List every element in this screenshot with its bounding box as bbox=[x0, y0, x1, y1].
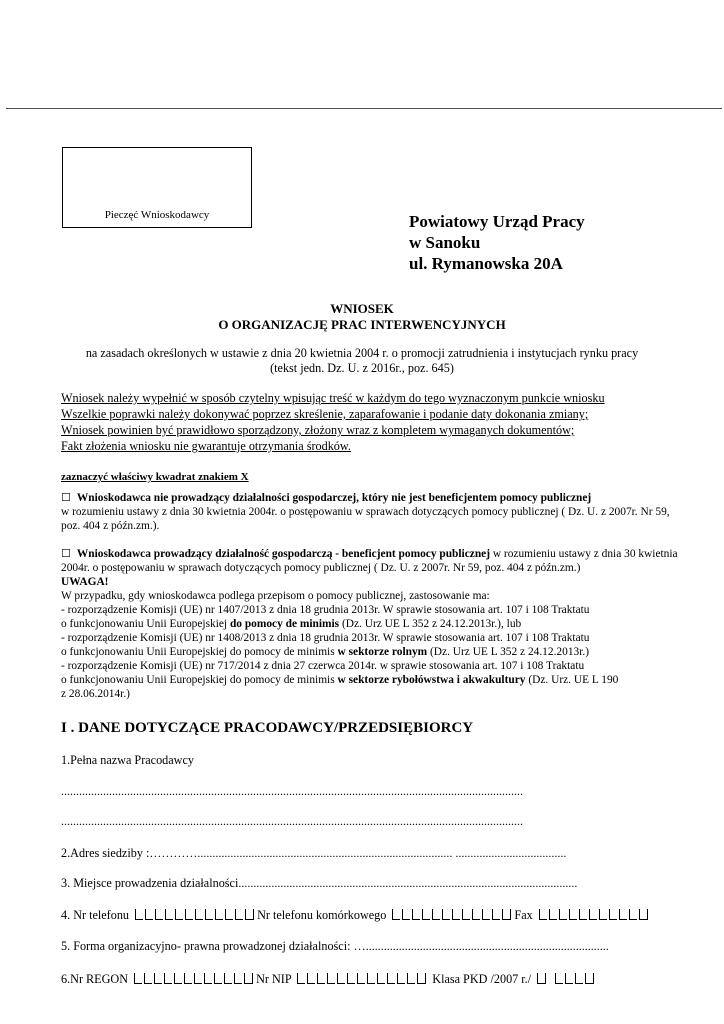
legal-basis-line-1: na zasadach określonych w ustawie z dnia 20 kwietnia 2004 r. o promocji zatrudnienia i instytucjach rynku pracy bbox=[85, 346, 639, 360]
mobile-digit-boxes[interactable] bbox=[392, 909, 511, 924]
regulation-2-line-2: o funkcjonowaniu Unii Europejskiej do pomocy de minimis bbox=[61, 646, 338, 658]
regulation-3-line-3: z 28.06.2014r.) bbox=[61, 688, 130, 700]
instruction-line: Fakt złożenia wniosku nie gwarantuje otrzymania środków. bbox=[61, 439, 351, 453]
instruction-line: Wszelkie poprawki należy dokonywać poprzez skreślenie, zaparafowanie i podanie daty dokonania zmiany; bbox=[61, 407, 589, 421]
option-non-business bbox=[61, 491, 691, 533]
address-row bbox=[61, 846, 566, 861]
regulation-1-bold: do pomocy de minimis bbox=[229, 618, 340, 630]
uwaga-title: UWAGA! bbox=[61, 576, 109, 588]
nip-digit-boxes[interactable] bbox=[297, 973, 426, 988]
regulation-3-line-1: - rozporządzenie Komisji (UE) nr 717/2014 z dnia 27 czerwca 2014r. w sprawie stosowania art. 107 i 108 Traktatu bbox=[61, 660, 585, 672]
regon-label: 6.Nr REGON bbox=[61, 972, 129, 986]
regon-digit-boxes[interactable] bbox=[134, 973, 253, 988]
title-line-1: WNIOSEK bbox=[330, 301, 394, 316]
full-name-field-line-1[interactable]: .......................................................................................................................................................... bbox=[61, 784, 523, 798]
regulation-2-bold: w sektorze rolnym bbox=[337, 646, 428, 658]
fax-label: Fax bbox=[514, 908, 533, 922]
instruction-line: Wniosek powinien być prawidłowo sporządzony, złożony wraz z kompletem wymaganych dokumentów; bbox=[61, 423, 575, 437]
option-business bbox=[61, 547, 691, 701]
office-address bbox=[409, 211, 585, 274]
regulation-2-line-2-end: (Dz. Urz UE L 352 z 24.12.2013r.) bbox=[427, 646, 590, 658]
regon-row bbox=[61, 972, 597, 988]
regulation-1-line-2-end: (Dz. Urz UE L 352 z 24.12.2013r.), lub bbox=[339, 618, 522, 630]
location-label: 3. Miejsce prowadzenia działalności bbox=[61, 876, 239, 890]
nip-label: Nr NIP bbox=[256, 972, 292, 986]
location-field[interactable]: ................................................................................................................. bbox=[238, 876, 578, 890]
address-field[interactable]: …………..................................................................................... ..................................... bbox=[149, 846, 567, 860]
instruction-line: Wniosek należy wypełnić w sposób czytelny wpisując treść w każdym do tego wyznaczonym punkcie wniosku bbox=[61, 391, 605, 405]
option-1-bold: Wnioskodawca nie prowadzący działalności gospodarczej, który nie jest beneficjentem pomocy publicznej bbox=[76, 492, 592, 504]
section-1-heading: I . DANE DOTYCZĄCE PRACODAWCY/PRZEDSIĘBIORCY bbox=[61, 720, 474, 736]
legal-basis-line-2: (tekst jedn. Dz. U. z 2016r., poz. 645) bbox=[270, 361, 454, 375]
regulation-2-line-1: - rozporządzenie Komisji (UE) nr 1408/2013 z dnia 18 grudnia 2013r. W sprawie stosowania art. 107 i 108 Traktatu bbox=[61, 632, 590, 644]
phone-row bbox=[61, 908, 651, 924]
office-name: Powiatowy Urząd Pracy bbox=[409, 212, 585, 231]
stamp-label: Pieczęć Wnioskodawcy bbox=[104, 209, 210, 221]
phone-digit-boxes[interactable] bbox=[135, 909, 254, 924]
address-label: 2.Adres siedziby : bbox=[61, 846, 150, 860]
regulation-1-line-2: o funkcjonowaniu Unii Europejskiej bbox=[61, 618, 230, 630]
option-2-text: w rozumieniu ustawy z dnia 30 kwietnia 2004r. o postępowaniu w sprawach dotyczących pomocy publicznej ( Dz. U. z 2007r. Nr 59, poz. 404 z późn.zm.) bbox=[61, 548, 678, 574]
regulation-3-line-2-end: (Dz. Urz. UE L 190 bbox=[525, 674, 619, 686]
option-2-bold: Wnioskodawca prowadzący działalność gospodarczą - beneficjent pomocy publicznej bbox=[76, 548, 490, 560]
legal-form-row bbox=[61, 939, 609, 954]
option-1-text: w rozumieniu ustawy z dnia 30 kwietnia 2004r. o postępowaniu w sprawach dotyczących pomocy publicznej ( Dz. U. z 2007r. Nr 59, poz. 404 z późn.zm.). bbox=[61, 506, 670, 532]
legal-form-field[interactable]: ................................................................................. bbox=[365, 939, 609, 953]
fax-digit-boxes[interactable] bbox=[539, 909, 648, 924]
location-row bbox=[61, 876, 577, 891]
regulation-3-line-2: o funkcjonowaniu Unii Europejskiej do pomocy de minimis bbox=[61, 674, 338, 686]
pkd-digit-box-1[interactable] bbox=[537, 973, 546, 988]
top-rule bbox=[6, 108, 722, 109]
full-name-label: 1.Pełna nazwa Pracodawcy bbox=[61, 753, 194, 767]
title-line-2: O ORGANIZACJĘ PRAC INTERWENCYJNYCH bbox=[218, 317, 506, 332]
phone-label: 4. Nr telefonu bbox=[61, 908, 130, 922]
checkbox-option-1[interactable]: ☐ bbox=[61, 491, 71, 504]
pkd-digit-boxes[interactable] bbox=[555, 973, 594, 988]
instructions bbox=[61, 390, 605, 454]
applicant-stamp-box bbox=[62, 147, 252, 228]
legal-form-label: 5. Forma organizacyjno- prawna prowadzonej działalności: … bbox=[61, 939, 366, 953]
legal-basis bbox=[0, 346, 724, 376]
mark-instruction: zaznaczyć właściwy kwadrat znakiem X bbox=[61, 471, 249, 483]
office-city: w Sanoku bbox=[409, 233, 481, 252]
document-title bbox=[0, 301, 724, 333]
uwaga-intro: W przypadku, gdy wnioskodawca podlega przepisom o pomocy publicznej, zastosowanie ma: bbox=[61, 590, 490, 602]
regulation-3-bold: w sektorze rybołówstwa i akwakultury bbox=[337, 674, 526, 686]
pkd-label: Klasa PKD /2007 r./ bbox=[432, 972, 532, 986]
full-name-field-line-2[interactable]: .......................................................................................................................................................... bbox=[61, 814, 523, 828]
regulation-1-line-1: - rozporządzenie Komisji (UE) nr 1407/2013 z dnia 18 grudnia 2013r. W sprawie stosowania art. 107 i 108 Traktatu bbox=[61, 604, 590, 616]
checkbox-option-2[interactable]: ☐ bbox=[61, 547, 71, 560]
mobile-label: Nr telefonu komórkowego bbox=[257, 908, 387, 922]
office-street: ul. Rymanowska 20A bbox=[409, 254, 563, 273]
